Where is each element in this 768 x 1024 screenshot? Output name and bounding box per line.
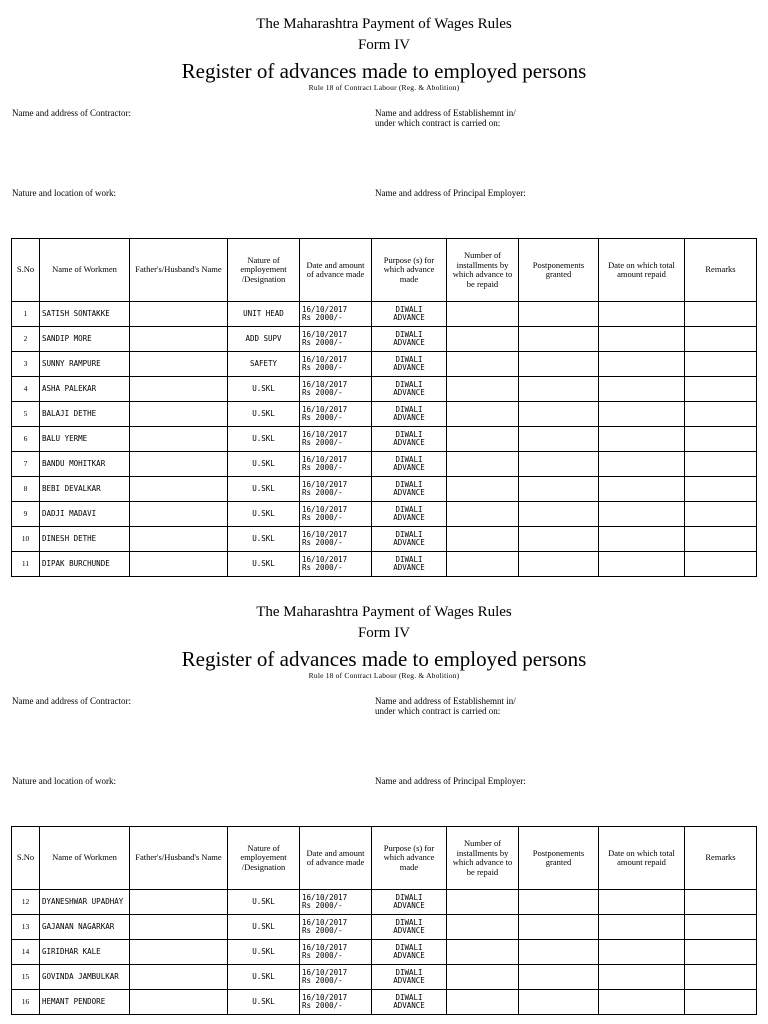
repaid-date-cell [599, 527, 685, 552]
postponements-cell [519, 377, 599, 402]
advance-date: 16/10/2017 [302, 529, 348, 539]
father-name-cell [130, 327, 228, 352]
purpose-line-2: ADVANCE [393, 488, 425, 497]
col-repaid-date-header: Date on which total amount repaid [599, 239, 685, 302]
designation-cell: U.SKL [228, 552, 300, 577]
workman-name-cell: HEMANT PENDORE [40, 990, 130, 1015]
purpose-line-1: DIWALI [395, 304, 423, 314]
advance-date: 16/10/2017 [302, 429, 348, 439]
father-name-cell [130, 940, 228, 965]
repaid-date-cell [599, 327, 685, 352]
rules-title: The Maharashtra Payment of Wages Rules [256, 604, 512, 620]
purpose-cell [372, 477, 447, 502]
postponements-cell [519, 327, 599, 352]
table-row [12, 527, 757, 552]
advance-amount: Rs 2000/- [302, 951, 343, 960]
table-row [12, 890, 757, 915]
workman-name-cell: ASHA PALEKAR [40, 377, 130, 402]
installments-cell [447, 940, 519, 965]
advance-date: 16/10/2017 [302, 967, 348, 977]
advance-amount: Rs 2000/- [302, 1001, 343, 1010]
advances-table [11, 238, 757, 577]
purpose-cell [372, 427, 447, 452]
workman-name-cell: DINESH DETHE [40, 527, 130, 552]
workman-name-cell: GAJANAN NAGARKAR [40, 915, 130, 940]
form-number: Form IV [357, 37, 411, 53]
advance-amount: Rs 2000/- [302, 901, 343, 910]
col-father-header: Father's/Husband's Name [130, 239, 228, 302]
workman-name-cell: SUNNY RAMPURE [40, 352, 130, 377]
remarks-cell [685, 527, 757, 552]
advance-amount: Rs 2000/- [302, 363, 343, 372]
designation-cell: U.SKL [228, 377, 300, 402]
advance-date: 16/10/2017 [302, 454, 348, 464]
postponements-cell [519, 452, 599, 477]
installments-cell [447, 352, 519, 377]
designation-cell: U.SKL [228, 940, 300, 965]
col-remarks-header: Remarks [685, 827, 757, 890]
date-amount-cell [300, 302, 372, 327]
purpose-line-1: DIWALI [395, 354, 423, 364]
workman-name-cell: SATISH SONTAKKE [40, 302, 130, 327]
remarks-cell [685, 327, 757, 352]
workman-name-cell: DIPAK BURCHUNDE [40, 552, 130, 577]
purpose-line-2: ADVANCE [393, 1001, 425, 1010]
designation-cell: UNIT HEAD [228, 302, 300, 327]
purpose-line-2: ADVANCE [393, 388, 425, 397]
installments-cell [447, 915, 519, 940]
postponements-cell [519, 352, 599, 377]
establishment-label [375, 108, 516, 128]
purpose-cell [372, 502, 447, 527]
purpose-line-2: ADVANCE [393, 926, 425, 935]
purpose-line-1: DIWALI [395, 992, 423, 1002]
establishment-label-line-1: Name and address of Establishemnt in/ [375, 696, 516, 706]
serial-number-cell: 7 [12, 452, 40, 477]
remarks-cell [685, 302, 757, 327]
designation-cell: ADD SUPV [228, 327, 300, 352]
rules-title: The Maharashtra Payment of Wages Rules [256, 16, 512, 32]
advance-amount: Rs 2000/- [302, 388, 343, 397]
table-row [12, 302, 757, 327]
establishment-label [375, 696, 516, 716]
serial-number-cell: 8 [12, 477, 40, 502]
installments-cell [447, 552, 519, 577]
serial-number-cell: 11 [12, 552, 40, 577]
purpose-line-1: DIWALI [395, 917, 423, 927]
date-amount-cell [300, 477, 372, 502]
purpose-line-1: DIWALI [395, 479, 423, 489]
contractor-label: Name and address of Contractor: [12, 108, 131, 118]
installments-cell [447, 527, 519, 552]
installments-cell [447, 477, 519, 502]
advance-date: 16/10/2017 [302, 504, 348, 514]
advance-amount: Rs 2000/- [302, 338, 343, 347]
table-row [12, 327, 757, 352]
purpose-cell [372, 302, 447, 327]
remarks-cell [685, 452, 757, 477]
purpose-line-2: ADVANCE [393, 951, 425, 960]
purpose-line-2: ADVANCE [393, 976, 425, 985]
establishment-label-line-2: under which contract is carried on: [375, 706, 501, 716]
installments-cell [447, 402, 519, 427]
date-amount-cell [300, 452, 372, 477]
purpose-cell [372, 965, 447, 990]
serial-number-cell: 10 [12, 527, 40, 552]
purpose-line-1: DIWALI [395, 529, 423, 539]
advance-date: 16/10/2017 [302, 479, 348, 489]
work-label: Nature and location of work: [12, 188, 116, 198]
col-installments-header: Number of installments by which advance to be repaid [447, 239, 519, 302]
advances-table [11, 826, 757, 1015]
col-postponements-header: Postponements granted [519, 827, 599, 890]
workman-name-cell: GOVINDA JAMBULKAR [40, 965, 130, 990]
installments-cell [447, 502, 519, 527]
designation-cell: U.SKL [228, 915, 300, 940]
repaid-date-cell [599, 402, 685, 427]
remarks-cell [685, 477, 757, 502]
repaid-date-cell [599, 352, 685, 377]
table-row [12, 965, 757, 990]
advance-amount: Rs 2000/- [302, 926, 343, 935]
advance-amount: Rs 2000/- [302, 513, 343, 522]
installments-cell [447, 965, 519, 990]
advance-date: 16/10/2017 [302, 892, 348, 902]
father-name-cell [130, 402, 228, 427]
table-row [12, 427, 757, 452]
purpose-line-1: DIWALI [395, 554, 423, 564]
principal-employer-label: Name and address of Principal Employer: [375, 776, 526, 786]
repaid-date-cell [599, 477, 685, 502]
advance-amount: Rs 2000/- [302, 976, 343, 985]
repaid-date-cell [599, 502, 685, 527]
father-name-cell [130, 527, 228, 552]
table-row [12, 552, 757, 577]
designation-cell: U.SKL [228, 402, 300, 427]
advance-date: 16/10/2017 [302, 554, 348, 564]
repaid-date-cell [599, 552, 685, 577]
advance-amount: Rs 2000/- [302, 313, 343, 322]
purpose-cell [372, 990, 447, 1015]
purpose-line-2: ADVANCE [393, 313, 425, 322]
repaid-date-cell [599, 302, 685, 327]
purpose-line-2: ADVANCE [393, 563, 425, 572]
workman-name-cell: BEBI DEVALKAR [40, 477, 130, 502]
postponements-cell [519, 527, 599, 552]
installments-cell [447, 452, 519, 477]
repaid-date-cell [599, 940, 685, 965]
serial-number-cell: 13 [12, 915, 40, 940]
contractor-label: Name and address of Contractor: [12, 696, 131, 706]
father-name-cell [130, 452, 228, 477]
date-amount-cell [300, 940, 372, 965]
table-header-row [12, 827, 757, 890]
date-amount-cell [300, 990, 372, 1015]
advance-amount: Rs 2000/- [302, 438, 343, 447]
purpose-line-2: ADVANCE [393, 363, 425, 372]
table-row [12, 452, 757, 477]
date-amount-cell [300, 427, 372, 452]
father-name-cell [130, 915, 228, 940]
designation-cell: U.SKL [228, 990, 300, 1015]
purpose-line-1: DIWALI [395, 454, 423, 464]
advance-amount: Rs 2000/- [302, 413, 343, 422]
purpose-line-2: ADVANCE [393, 338, 425, 347]
remarks-cell [685, 915, 757, 940]
purpose-cell [372, 327, 447, 352]
workman-name-cell: GIRIDHAR KALE [40, 940, 130, 965]
serial-number-cell: 15 [12, 965, 40, 990]
purpose-line-1: DIWALI [395, 329, 423, 339]
repaid-date-cell [599, 452, 685, 477]
establishment-label-line-2: under which contract is carried on: [375, 118, 501, 128]
table-row [12, 990, 757, 1015]
form-number: Form IV [357, 625, 411, 641]
purpose-cell [372, 890, 447, 915]
serial-number-cell: 4 [12, 377, 40, 402]
advance-date: 16/10/2017 [302, 354, 348, 364]
postponements-cell [519, 990, 599, 1015]
purpose-line-1: DIWALI [395, 942, 423, 952]
col-nature-header: Nature of employement /Designation [228, 239, 300, 302]
col-nature-header: Nature of employement /Designation [228, 827, 300, 890]
principal-employer-label: Name and address of Principal Employer: [375, 188, 526, 198]
table-header-row [12, 239, 757, 302]
purpose-cell [372, 402, 447, 427]
repaid-date-cell [599, 990, 685, 1015]
father-name-cell [130, 990, 228, 1015]
remarks-cell [685, 377, 757, 402]
designation-cell: U.SKL [228, 890, 300, 915]
repaid-date-cell [599, 377, 685, 402]
remarks-cell [685, 552, 757, 577]
designation-cell: U.SKL [228, 427, 300, 452]
installments-cell [447, 377, 519, 402]
postponements-cell [519, 552, 599, 577]
father-name-cell [130, 427, 228, 452]
repaid-date-cell [599, 965, 685, 990]
col-date-amount-header: Date and amount of advance made [300, 239, 372, 302]
serial-number-cell: 1 [12, 302, 40, 327]
serial-number-cell: 9 [12, 502, 40, 527]
serial-number-cell: 14 [12, 940, 40, 965]
date-amount-cell [300, 377, 372, 402]
repaid-date-cell [599, 915, 685, 940]
table-row [12, 352, 757, 377]
installments-cell [447, 327, 519, 352]
date-amount-cell [300, 552, 372, 577]
postponements-cell [519, 940, 599, 965]
purpose-line-1: DIWALI [395, 967, 423, 977]
postponements-cell [519, 477, 599, 502]
purpose-cell [372, 552, 447, 577]
table-row [12, 377, 757, 402]
establishment-label-line-1: Name and address of Establishemnt in/ [375, 108, 516, 118]
purpose-cell [372, 527, 447, 552]
purpose-cell [372, 452, 447, 477]
purpose-cell [372, 940, 447, 965]
rule-reference: Rule 18 of Contract Labour (Reg. & Abolition) [308, 83, 460, 92]
serial-number-cell: 12 [12, 890, 40, 915]
col-father-header: Father's/Husband's Name [130, 827, 228, 890]
repaid-date-cell [599, 890, 685, 915]
col-sno-header: S.No [12, 239, 40, 302]
postponements-cell [519, 965, 599, 990]
date-amount-cell [300, 327, 372, 352]
father-name-cell [130, 377, 228, 402]
col-sno-header: S.No [12, 827, 40, 890]
purpose-cell [372, 377, 447, 402]
postponements-cell [519, 502, 599, 527]
workman-name-cell: DADJI MADAVI [40, 502, 130, 527]
designation-cell: U.SKL [228, 452, 300, 477]
workman-name-cell: BALAJI DETHE [40, 402, 130, 427]
remarks-cell [685, 352, 757, 377]
table-row [12, 402, 757, 427]
date-amount-cell [300, 915, 372, 940]
date-amount-cell [300, 352, 372, 377]
advance-amount: Rs 2000/- [302, 488, 343, 497]
workman-name-cell: BANDU MOHITKAR [40, 452, 130, 477]
workman-name-cell: BALU YERME [40, 427, 130, 452]
table-row [12, 502, 757, 527]
advance-date: 16/10/2017 [302, 404, 348, 414]
date-amount-cell [300, 965, 372, 990]
date-amount-cell [300, 402, 372, 427]
purpose-line-2: ADVANCE [393, 901, 425, 910]
purpose-line-1: DIWALI [395, 379, 423, 389]
purpose-cell [372, 915, 447, 940]
purpose-line-2: ADVANCE [393, 438, 425, 447]
purpose-line-1: DIWALI [395, 892, 423, 902]
advance-date: 16/10/2017 [302, 304, 348, 314]
col-installments-header: Number of installments by which advance to be repaid [447, 827, 519, 890]
designation-cell: U.SKL [228, 502, 300, 527]
register-title: Register of advances made to employed persons [181, 647, 587, 671]
remarks-cell [685, 990, 757, 1015]
col-purpose-header: Purpose (s) for which advance made [372, 239, 447, 302]
father-name-cell [130, 890, 228, 915]
remarks-cell [685, 427, 757, 452]
date-amount-cell [300, 527, 372, 552]
father-name-cell [130, 965, 228, 990]
serial-number-cell: 16 [12, 990, 40, 1015]
workman-name-cell: DYANESHWAR UPADHAY [40, 890, 130, 915]
purpose-line-1: DIWALI [395, 404, 423, 414]
remarks-cell [685, 502, 757, 527]
father-name-cell [130, 552, 228, 577]
purpose-line-2: ADVANCE [393, 413, 425, 422]
col-name-header: Name of Workmen [40, 239, 130, 302]
purpose-line-2: ADVANCE [393, 463, 425, 472]
designation-cell: SAFETY [228, 352, 300, 377]
remarks-cell [685, 940, 757, 965]
serial-number-cell: 5 [12, 402, 40, 427]
remarks-cell [685, 402, 757, 427]
postponements-cell [519, 427, 599, 452]
designation-cell: U.SKL [228, 965, 300, 990]
father-name-cell [130, 502, 228, 527]
father-name-cell [130, 352, 228, 377]
rule-reference: Rule 18 of Contract Labour (Reg. & Abolition) [308, 671, 460, 680]
col-date-amount-header: Date and amount of advance made [300, 827, 372, 890]
workman-name-cell: SANDIP MORE [40, 327, 130, 352]
date-amount-cell [300, 890, 372, 915]
repaid-date-cell [599, 427, 685, 452]
col-postponements-header: Postponements granted [519, 239, 599, 302]
advance-date: 16/10/2017 [302, 379, 348, 389]
purpose-line-2: ADVANCE [393, 513, 425, 522]
designation-cell: U.SKL [228, 527, 300, 552]
installments-cell [447, 427, 519, 452]
col-name-header: Name of Workmen [40, 827, 130, 890]
postponements-cell [519, 890, 599, 915]
advance-date: 16/10/2017 [302, 942, 348, 952]
advance-date: 16/10/2017 [302, 329, 348, 339]
purpose-line-1: DIWALI [395, 429, 423, 439]
installments-cell [447, 302, 519, 327]
purpose-line-2: ADVANCE [393, 538, 425, 547]
work-label: Nature and location of work: [12, 776, 116, 786]
table-row [12, 477, 757, 502]
col-remarks-header: Remarks [685, 239, 757, 302]
remarks-cell [685, 965, 757, 990]
father-name-cell [130, 477, 228, 502]
advance-date: 16/10/2017 [302, 917, 348, 927]
serial-number-cell: 3 [12, 352, 40, 377]
advance-amount: Rs 2000/- [302, 563, 343, 572]
table-row [12, 915, 757, 940]
serial-number-cell: 6 [12, 427, 40, 452]
installments-cell [447, 890, 519, 915]
register-title: Register of advances made to employed persons [181, 59, 587, 83]
father-name-cell [130, 302, 228, 327]
purpose-line-1: DIWALI [395, 504, 423, 514]
postponements-cell [519, 302, 599, 327]
advance-amount: Rs 2000/- [302, 538, 343, 547]
installments-cell [447, 990, 519, 1015]
date-amount-cell [300, 502, 372, 527]
remarks-cell [685, 890, 757, 915]
col-repaid-date-header: Date on which total amount repaid [599, 827, 685, 890]
designation-cell: U.SKL [228, 477, 300, 502]
postponements-cell [519, 915, 599, 940]
purpose-cell [372, 352, 447, 377]
col-purpose-header: Purpose (s) for which advance made [372, 827, 447, 890]
advance-date: 16/10/2017 [302, 992, 348, 1002]
postponements-cell [519, 402, 599, 427]
serial-number-cell: 2 [12, 327, 40, 352]
table-row [12, 940, 757, 965]
advance-amount: Rs 2000/- [302, 463, 343, 472]
